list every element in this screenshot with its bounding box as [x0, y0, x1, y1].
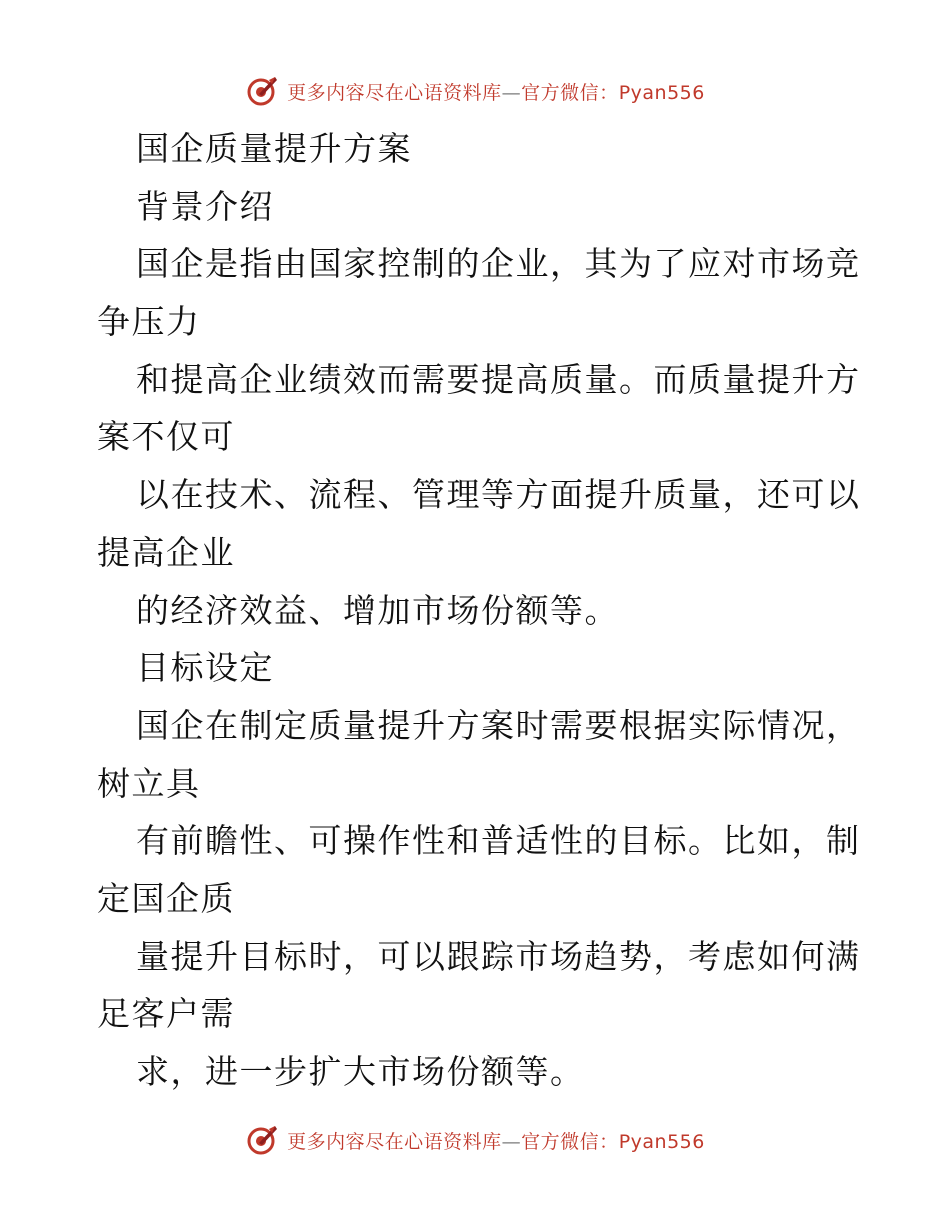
watermark-wechat-label: 官方微信： [521, 81, 619, 104]
quill-pen-logo-icon [245, 74, 279, 108]
watermark-separator: — [501, 1130, 522, 1153]
paragraph-line: 案不仅可 [97, 417, 235, 457]
paragraph-line: 的经济效益、增加市场份额等。 [136, 590, 619, 630]
watermark-separator: — [501, 81, 522, 104]
paragraph-line: 国企在制定质量提升方案时需要根据实际情况， [136, 705, 861, 745]
watermark-text: 更多内容尽在心语资料库 [287, 81, 502, 104]
paragraph-line: 以在技术、流程、管理等方面提升质量，还可以 [136, 475, 861, 515]
doc-title: 国企质量提升方案 [136, 129, 412, 168]
paragraph-line: 提高企业 [97, 532, 235, 572]
paragraph-line: 和提高企业绩效而需要提高质量。而质量提升方 [136, 359, 861, 399]
watermark-wechat-id: Pyan556 [618, 81, 705, 104]
watermark-wechat-id: Pyan556 [618, 1130, 705, 1153]
paragraph-line: 有前瞻性、可操作性和普适性的目标。比如，制 [136, 821, 861, 861]
section-heading-goals: 目标设定 [136, 648, 274, 688]
paragraph-line: 足客户需 [97, 994, 235, 1034]
paragraph-line: 争压力 [97, 302, 201, 342]
paragraph-line: 国企是指由国家控制的企业，其为了应对市场竞 [136, 244, 861, 284]
footer-watermark [0, 1120, 950, 1160]
watermark-text: 更多内容尽在心语资料库 [287, 1130, 502, 1153]
document-body [97, 120, 861, 1101]
paragraph-line: 量提升目标时，可以跟踪市场趋势，考虑如何满 [136, 936, 861, 976]
paragraph-line: 求，进一步扩大市场份额等。 [136, 1052, 585, 1091]
paragraph-line: 定国企质 [97, 878, 235, 918]
paragraph-line: 树立具 [97, 763, 201, 803]
quill-pen-logo-icon [245, 1123, 279, 1157]
section-heading-background: 背景介绍 [136, 186, 274, 226]
watermark-wechat-label: 官方微信： [521, 1130, 619, 1153]
header-watermark [0, 71, 950, 111]
